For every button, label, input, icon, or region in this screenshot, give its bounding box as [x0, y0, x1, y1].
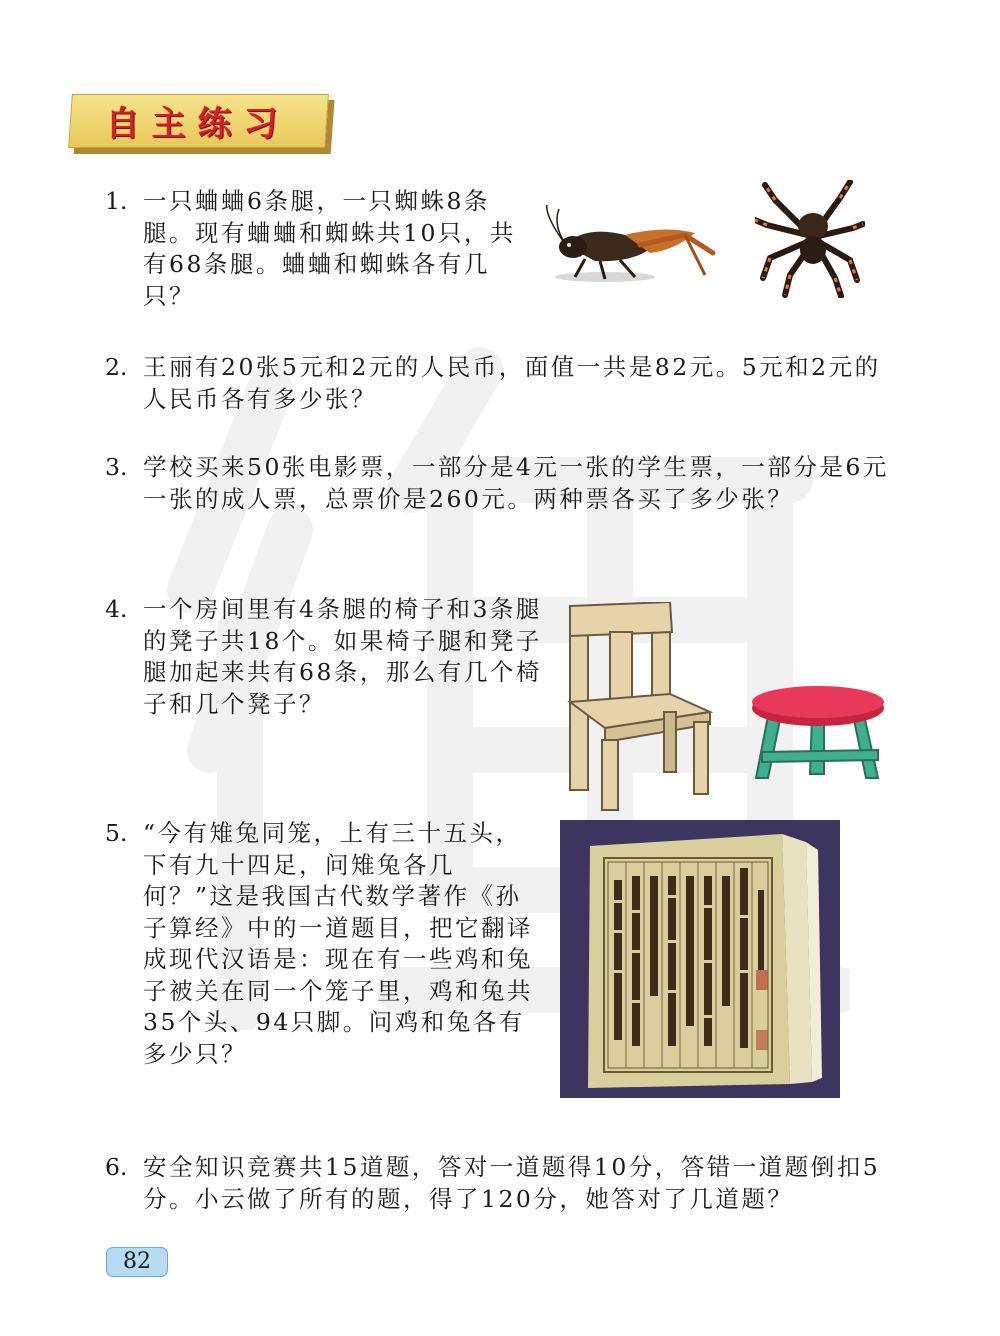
problem-3: [105, 452, 905, 515]
problem-2: [105, 352, 905, 415]
cricket-illustration: [545, 205, 720, 285]
problem-4: [105, 594, 545, 720]
stool-illustration: [750, 686, 890, 782]
chair-illustration: [560, 602, 720, 812]
ancient-book-photo: [560, 820, 840, 1098]
problem-number: 6.: [105, 1153, 128, 1181]
section-title: 自主练习: [105, 103, 290, 144]
problem-text: 一个房间里有4条腿的椅子和3条腿的凳子共18个。如果椅子腿和凳子腿加起来共有68条，那么有几个椅子和几个凳子？: [143, 595, 542, 718]
problem-number: 1.: [105, 187, 128, 215]
problem-text: 学校买来50张电影票，一部分是4元一张的学生票，一部分是6元一张的成人票，总票价是260元。两种票各买了多少张？: [143, 453, 889, 513]
problem-text: 一只蛐蛐6条腿，一只蜘蛛8条腿。现有蛐蛐和蜘蛛共10只，共有68条腿。蛐蛐和蜘蛛各有几只？: [143, 187, 516, 310]
problem-text: “今有雉兔同笼，上有三十五头，下有九十四足，问雉兔各几何？”这是我国古代数学著作《孙子算经》中的一道题目，把它翻译成现代汉语是：现在有一些鸡和兔子被关在同一个笼子里，鸡和兔共35个头、94只脚。问鸡和兔各有多少只？: [143, 819, 533, 1068]
problem-number: 3.: [105, 453, 128, 481]
problem-1: [105, 186, 535, 312]
section-banner: [70, 94, 332, 154]
problem-number: 2.: [105, 353, 128, 381]
problem-6: [105, 1152, 905, 1215]
problem-text: 王丽有20张5元和2元的人民币，面值一共是82元。5元和2元的人民币各有多少张？: [143, 353, 881, 413]
page-number: 82: [106, 1247, 168, 1277]
problem-number: 4.: [105, 595, 128, 623]
problem-text: 安全知识竞赛共15道题，答对一道题得10分，答错一道题倒扣5分。小云做了所有的题，得了120分，她答对了几道题？: [143, 1153, 881, 1213]
problem-number: 5.: [105, 819, 128, 847]
problem-5: [105, 818, 535, 1070]
spider-illustration: [755, 180, 865, 298]
